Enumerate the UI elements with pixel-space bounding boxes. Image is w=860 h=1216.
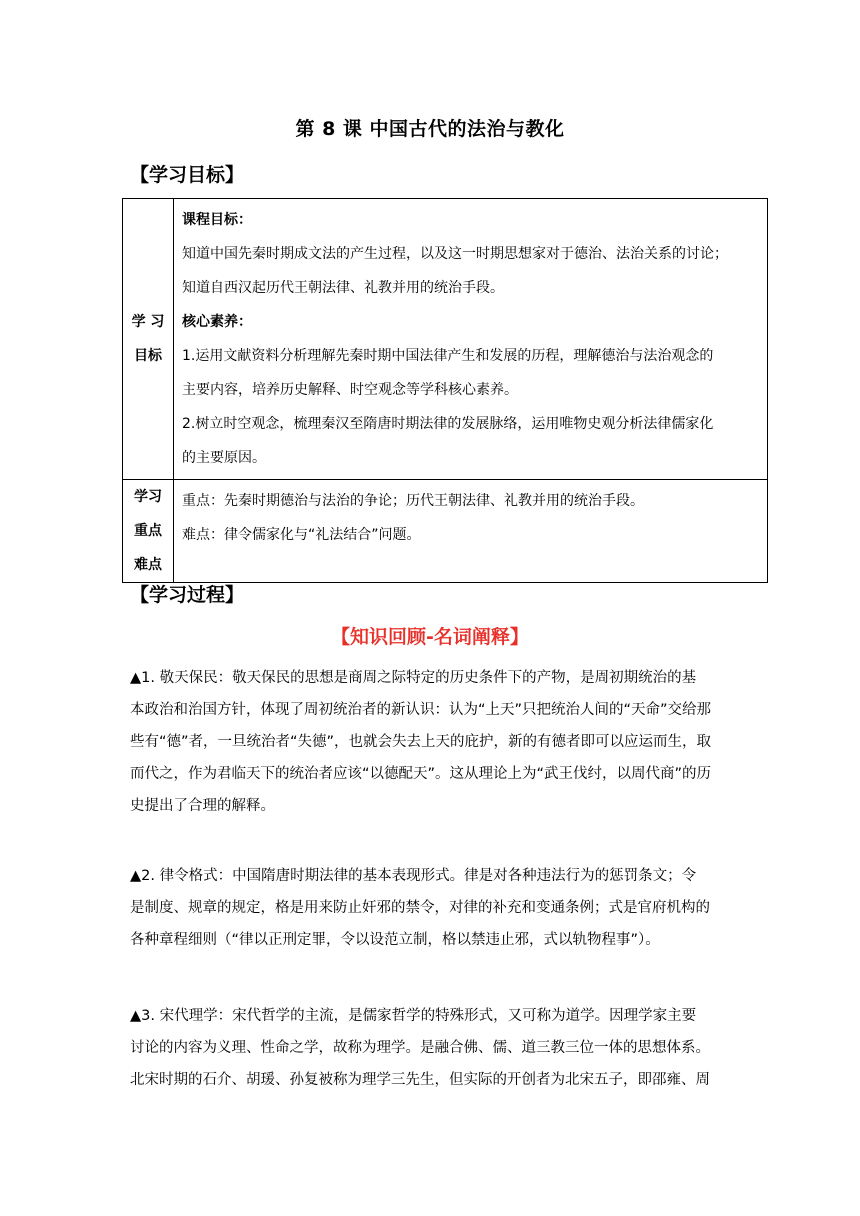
section-heading-goals: 【学习目标】: [130, 164, 245, 186]
row-label-goals: 学 习 目标: [123, 199, 174, 480]
row-label-keypoints: 学习 重点 难点: [123, 480, 174, 583]
goals-content: [174, 199, 768, 480]
core-line: 1.运用文献资料分析理解先秦时期中国法律产生和发展的历程，理解德治与法治观念的: [182, 348, 714, 364]
term-paragraph-3: ▲3. 宋代理学：宋代哲学的主流，是儒家哲学的特殊形式，又可称为道学。因理学家主要 讨论的内容为义理、性命之学，故称为理学。是融合佛、儒、道三教三位一体的思想体系。 北宋时期的石介、胡瑗、孙复被称为理学三先生，但实际的开创者为北宋五子，即邵雍、周: [130, 1008, 710, 1088]
table-row-goals: [123, 199, 768, 480]
knowledge-review-heading: 【知识回顾-名词阐释】: [331, 626, 529, 648]
term-paragraph-2: ▲2. 律令格式：中国隋唐时期法律的基本表现形式。律是对各种违法行为的惩罚条文；令 是制度、规章的规定，格是用来防止奸邪的禁令，对律的补充和变通条例；式是官府机构的 各种章程细则（“律以正刑定罪，令以设范立制，格以禁违止邪，式以轨物程事”）。: [130, 868, 710, 948]
term-paragraph-1: ▲1. 敬天保民：敬天保民的思想是商周之际特定的历史条件下的产物，是周初期统治的基 本政治和治国方针，体现了周初统治者的新认识：认为“上天”只把统治人间的“天命”交给那 些有“德”者，一旦统治者“失德”，也就会失去上天的庇护，新的有德者即可以应运而生，取 而代之，作为君临天下的统治者应该“以德配天”。这从理论上为“武王伐纣，以周代商”的历 史提出了合理的解释。: [130, 670, 712, 814]
course-goal-heading: 课程目标：: [182, 212, 252, 228]
core-line: 主要内容，培养历史解释、时空观念等学科核心素养。: [182, 382, 518, 398]
course-goal-line: 知道自西汉起历代王朝法律、礼教并用的统治手段。: [182, 280, 504, 296]
difficult-point: 难点：律令儒家化与“礼法结合”问题。: [182, 527, 421, 543]
section-heading-process: 【学习过程】: [130, 584, 245, 606]
goals-table: [122, 198, 768, 583]
page-title: 第 8 课 中国古代的法治与教化: [295, 118, 565, 140]
core-literacy-heading: 核心素养：: [182, 314, 252, 330]
core-line: 2.树立时空观念，梳理秦汉至隋唐时期法律的发展脉络，运用唯物史观分析法律儒家化: [182, 416, 714, 432]
core-line: 的主要原因。: [182, 450, 266, 466]
course-goal-line: 知道中国先秦时期成文法的产生过程，以及这一时期思想家对于德治、法治关系的讨论；: [182, 246, 728, 262]
keypoints-content: [174, 480, 768, 583]
key-point: 重点：先秦时期德治与法治的争论；历代王朝法律、礼教并用的统治手段。: [182, 493, 644, 509]
table-row-keypoints: [123, 480, 768, 583]
